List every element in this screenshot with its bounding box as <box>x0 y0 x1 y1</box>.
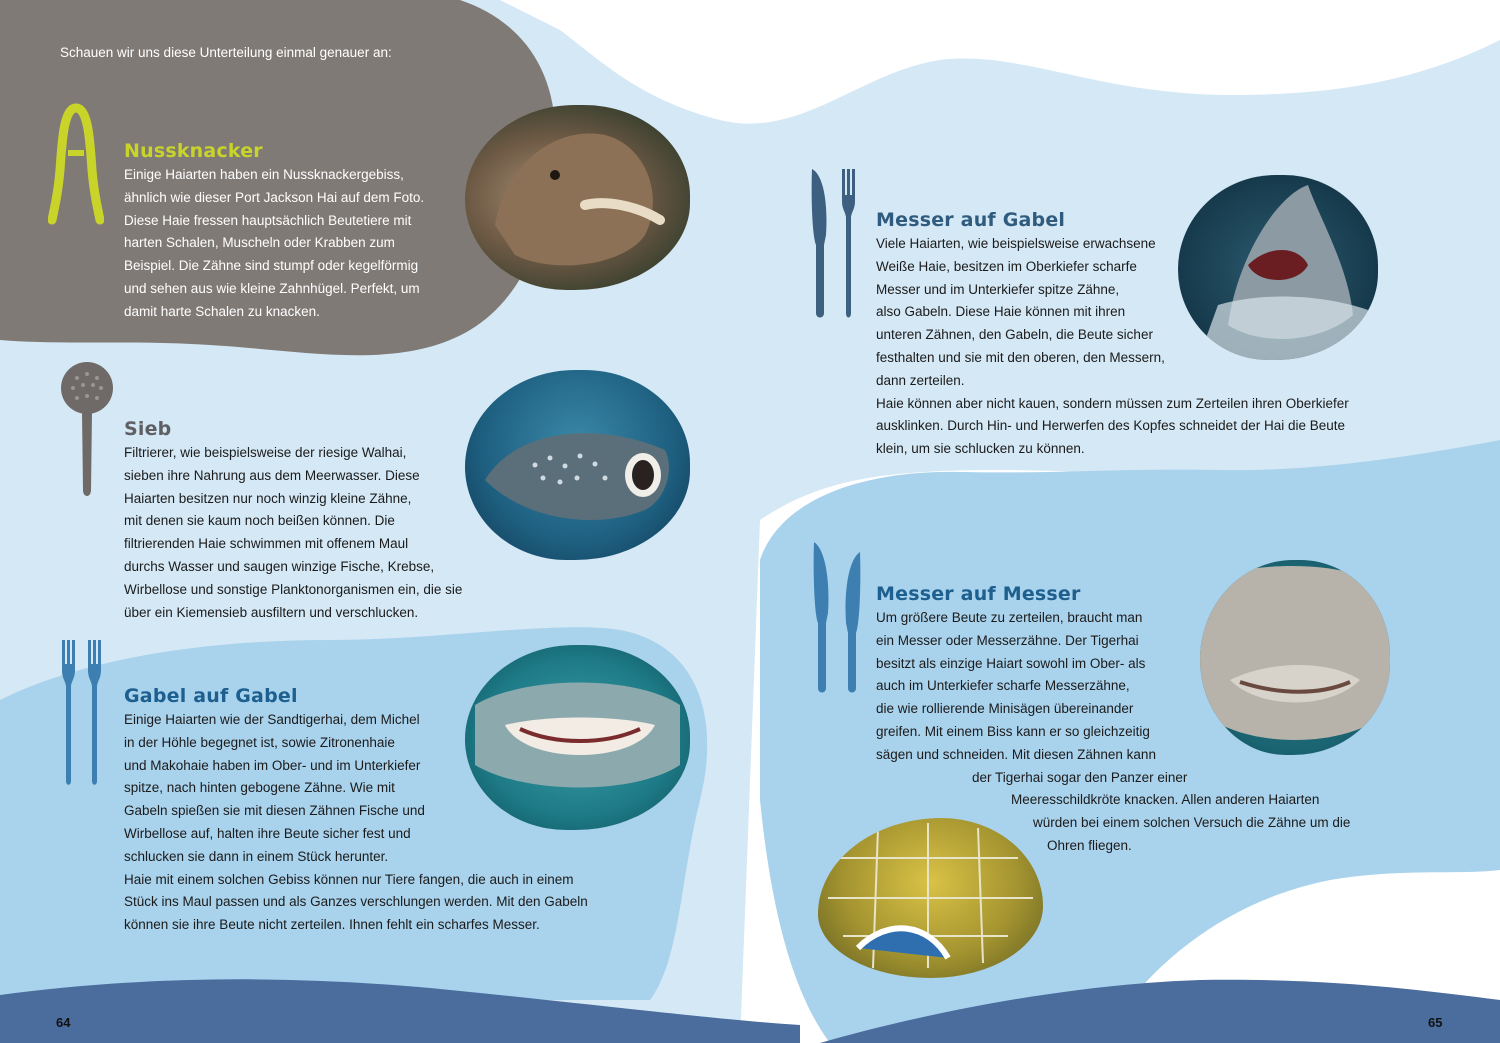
intro-text: Schauen wir uns diese Unterteilung einmal genauer an: <box>60 45 392 60</box>
text-line: unteren Zähnen, den Gabeln, die Beute sicher <box>876 327 1153 343</box>
text-line: und Makohaie haben im Ober- und im Unterkiefer <box>124 757 421 773</box>
strainer-icon <box>60 360 115 500</box>
page-number-right: 65 <box>1428 1015 1443 1030</box>
text-line: Haie können aber nicht kauen, sondern müssen zum Zerteilen ihren Oberkiefer <box>876 395 1349 411</box>
text-line: Weiße Haie, besitzen im Oberkiefer scharfe <box>876 258 1137 274</box>
text-line: Stück ins Maul passen und als Ganzes verschlungen werden. Mit den Gabeln <box>124 894 588 910</box>
text-line: sägen und schneiden. Mit diesen Zähnen kann <box>876 746 1156 762</box>
text-line: harten Schalen, Muscheln oder Krabben zum <box>124 235 395 251</box>
text-line: greifen. Mit einem Biss kann er so gleichzeitig <box>876 723 1150 739</box>
text-line: klein, um sie schlucken zu können. <box>876 441 1085 457</box>
text-line: können sie ihre Beute nicht zerteilen. Ihnen fehlt ein scharfes Messer. <box>124 917 540 933</box>
text-line: der Tigerhai sogar den Panzer einer <box>972 769 1188 785</box>
text-line: schlucken sie dann in einem Stück herunter. <box>124 848 389 864</box>
sieb-text <box>124 442 462 624</box>
knife-fork-icon <box>808 165 864 320</box>
text-line: Ohren fliegen. <box>1047 837 1132 853</box>
page-number-left: 64 <box>56 1015 71 1030</box>
port-jackson-shark-photo <box>465 105 690 290</box>
text-line: Diese Haie fressen hauptsächlich Beutetiere mit <box>124 212 412 228</box>
text-line: Viele Haiarten, wie beispielsweise erwachsene <box>876 236 1156 251</box>
nussknacker-heading: Nussknacker <box>124 140 263 162</box>
text-line: die wie rollierende Minisägen übereinander <box>876 701 1134 717</box>
text-line: Beispiel. Die Zähne sind stumpf oder kegelförmig <box>124 258 419 274</box>
gabel-auf-gabel-heading: Gabel auf Gabel <box>124 685 298 707</box>
whale-shark-photo <box>465 370 690 560</box>
two-knives-icon <box>810 538 866 696</box>
text-line: Wirbellose auf, halten ihre Beute sicher fest und <box>124 825 411 841</box>
text-line: mit denen sie kaum noch beißen können. Die <box>124 513 395 529</box>
text-line: ausklinken. Durch Hin- und Herwerfen des Kopfes schneidet der Hai die Beute <box>876 418 1346 434</box>
text-line: Filtrierer, wie beispielsweise der riesige Walhai, <box>124 445 407 460</box>
text-line: Um größere Beute zu zerteilen, braucht man <box>876 610 1143 625</box>
text-line: Haie mit einem solchen Gebiss können nur Tiere fangen, die auch in einem <box>124 871 574 887</box>
text-line: Haiarten besitzen nur noch winzig kleine Zähne, <box>124 490 412 506</box>
messer-auf-messer-text <box>876 607 1350 858</box>
sieb-heading: Sieb <box>124 418 172 440</box>
text-line: durchs Wasser und saugen winzige Fische, Krebse, <box>124 558 435 574</box>
text-line: Gabeln spießen sie mit diesen Zähnen Fische und <box>124 803 425 819</box>
text-line: also Gabeln. Diese Haie können mit ihren <box>876 304 1126 320</box>
text-line: über ein Kiemensieb ausfiltern und verschlucken. <box>124 604 419 620</box>
text-line: damit harte Schalen zu knacken. <box>124 303 320 319</box>
text-line: festhalten und sie mit den oberen, den Messern, <box>876 349 1165 365</box>
text-line: Wirbellose und sonstige Planktonorganismen ein, die sie <box>124 581 463 597</box>
nussknacker-text <box>124 164 424 324</box>
nutcracker-icon <box>48 100 104 225</box>
text-line: Einige Haiarten haben ein Nussknackergebiss, <box>124 167 404 182</box>
text-line: sieben ihre Nahrung aus dem Meerwasser. Diese <box>124 467 420 483</box>
text-line: Meeresschildkröte knacken. Allen anderen Haiarten <box>1011 792 1320 808</box>
text-line: ein Messer oder Messerzähne. Der Tigerhai <box>876 632 1139 648</box>
text-line: Einige Haiarten wie der Sandtigerhai, dem Michel <box>124 712 420 727</box>
text-line: spitze, nach hinten gebogene Zähne. Wie mit <box>124 780 395 796</box>
text-line: auch im Unterkiefer scharfe Messerzähne, <box>876 678 1130 694</box>
text-line: besitzt als einzige Haiart sowohl im Ober- als <box>876 655 1146 671</box>
messer-auf-gabel-text <box>876 233 1349 461</box>
gabel-auf-gabel-text <box>124 709 588 937</box>
text-line: filtrierenden Haie schwimmen mit offenem Maul <box>124 536 409 552</box>
text-line: und sehen aus wie kleine Zahnhügel. Perfekt, um <box>124 280 420 296</box>
two-forks-icon <box>58 636 110 786</box>
text-line: ähnlich wie dieser Port Jackson Hai auf dem Foto. <box>124 189 425 205</box>
text-line: in der Höhle begegnet ist, sowie Zitronenhaie <box>124 734 395 750</box>
messer-auf-messer-heading: Messer auf Messer <box>876 583 1081 605</box>
messer-auf-gabel-heading: Messer auf Gabel <box>876 209 1066 231</box>
text-line: Messer und im Unterkiefer spitze Zähne, <box>876 281 1120 297</box>
text-line: würden bei einem solchen Versuch die Zähne um die <box>1033 815 1351 831</box>
text-line: dann zerteilen. <box>876 372 965 388</box>
